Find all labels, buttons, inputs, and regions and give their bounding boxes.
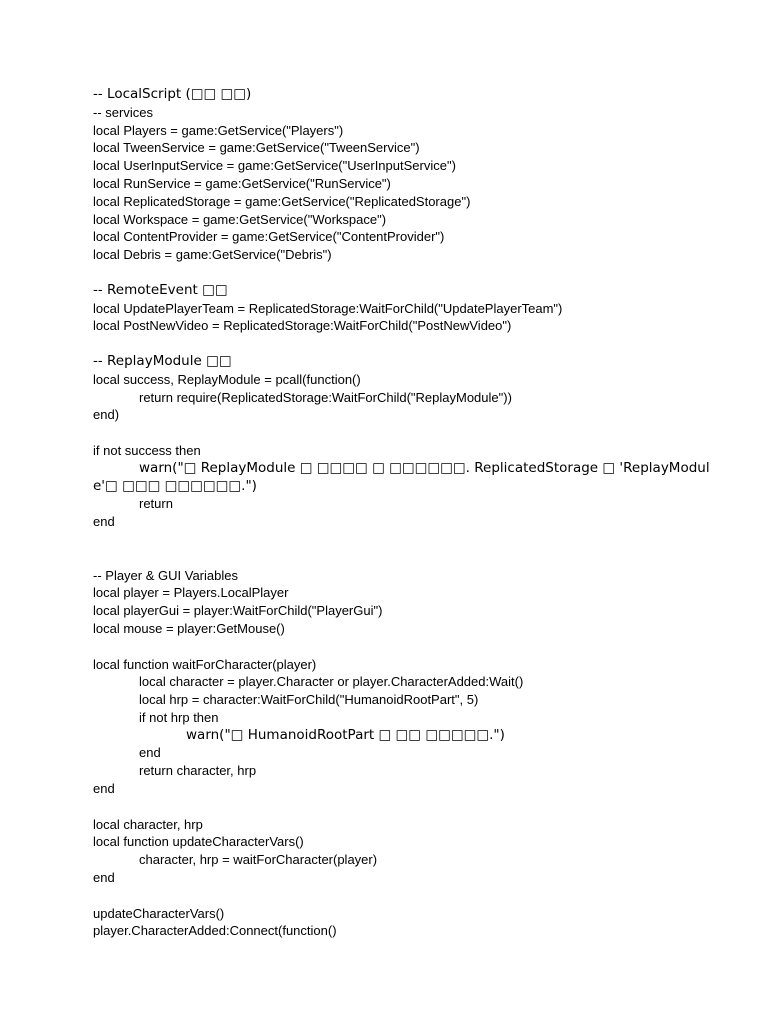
code-line: local Debris = game:GetService("Debris"): [93, 247, 332, 263]
code-line: local PostNewVideo = ReplicatedStorage:WaitForChild("PostNewVideo"): [93, 318, 512, 334]
code-line: end: [139, 745, 161, 761]
code-line: local character, hrp: [93, 816, 203, 832]
blank-line: [93, 424, 693, 442]
code-line: if not success then: [93, 442, 201, 458]
code-line: local UpdatePlayerTeam = ReplicatedStorage:WaitForChild("UpdatePlayerTeam"): [93, 300, 563, 316]
code-line: warn("□ HumanoidRootPart □ □□ □□□□□."): [186, 726, 505, 743]
code-line: e'□ □□□ □□□□□□."): [93, 477, 257, 494]
blank-line: [93, 798, 693, 816]
code-line: return character, hrp: [139, 763, 257, 779]
code-line: local ContentProvider = game:GetService("ContentProvider"): [93, 229, 445, 245]
blank-line: [93, 335, 693, 353]
code-line: character, hrp = waitForCharacter(player): [139, 852, 378, 868]
code-line: end: [93, 870, 115, 886]
code-line: local Workspace = game:GetService("Workspace"): [93, 211, 387, 227]
code-line: player.CharacterAdded:Connect(function(): [93, 923, 337, 939]
blank-line: [93, 638, 693, 656]
code-line: local RunService = game:GetService("RunService"): [93, 175, 391, 191]
code-line: local hrp = character:WaitForChild("HumanoidRootPart", 5): [139, 692, 479, 708]
code-line: -- ReplayModule □□: [93, 352, 232, 369]
blank-line: [93, 264, 693, 282]
code-line: -- services: [93, 104, 153, 120]
code-line: local UserInputService = game:GetService("UserInputService"): [93, 158, 456, 174]
blank-line: [93, 887, 693, 905]
code-line: local playerGui = player:WaitForChild("PlayerGui"): [93, 603, 383, 619]
code-line: local ReplicatedStorage = game:GetService("ReplicatedStorage"): [93, 193, 471, 209]
code-line: local mouse = player:GetMouse(): [93, 620, 285, 636]
blank-line: [93, 531, 693, 549]
code-line: local function waitForCharacter(player): [93, 656, 317, 672]
code-line: end: [93, 514, 115, 530]
code-line: warn("□ ReplayModule □ □□□□ □ □□□□□□. ReplicatedStorage □ 'ReplayModul: [139, 459, 710, 476]
code-line: end): [93, 407, 120, 423]
code-line: local player = Players.LocalPlayer: [93, 585, 289, 601]
code-line: local character = player.Character or player.CharacterAdded:Wait(): [139, 674, 524, 690]
code-line: -- RemoteEvent □□: [93, 281, 228, 298]
code-line: local function updateCharacterVars(): [93, 834, 304, 850]
code-line: if not hrp then: [139, 709, 219, 725]
code-line: local Players = game:GetService("Players"): [93, 122, 344, 138]
code-line: local TweenService = game:GetService("TweenService"): [93, 140, 420, 156]
blank-line: [93, 549, 693, 567]
code-line: return: [139, 496, 173, 512]
code-line: local success, ReplayModule = pcall(function(): [93, 371, 361, 387]
code-line: updateCharacterVars(): [93, 905, 225, 921]
code-listing: [93, 86, 710, 940]
code-line: return require(ReplicatedStorage:WaitForChild("ReplayModule")): [139, 389, 512, 405]
code-line: -- Player & GUI Variables: [93, 567, 238, 583]
code-line: -- LocalScript (□□ □□): [93, 86, 252, 102]
code-line: end: [93, 781, 115, 797]
